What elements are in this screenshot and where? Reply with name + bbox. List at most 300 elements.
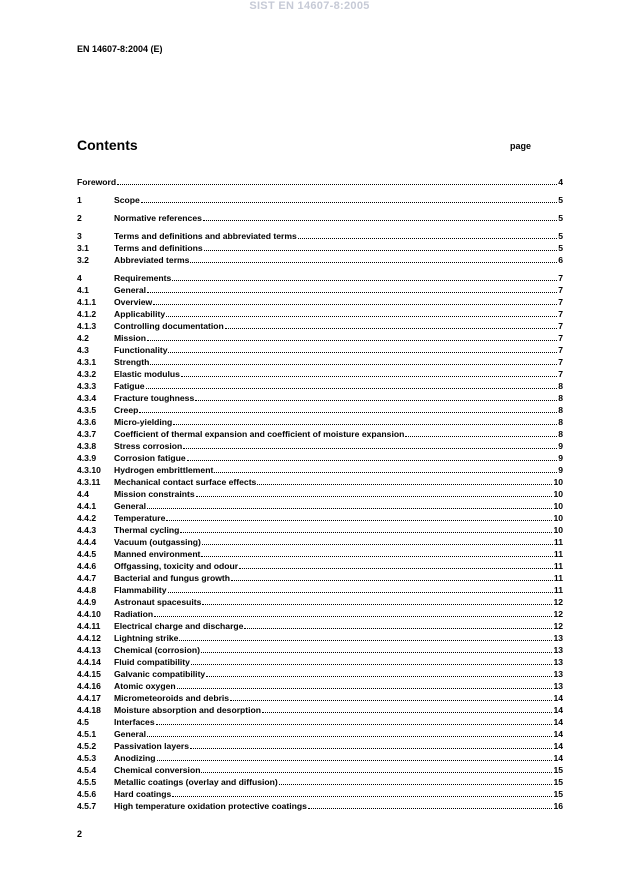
toc-dot-leader bbox=[202, 596, 552, 605]
toc-dot-leader bbox=[156, 716, 553, 725]
watermark: SIST EN 14607-8:2005 bbox=[249, 0, 370, 12]
toc-entry-title[interactable]: General bbox=[114, 729, 147, 739]
toc-dot-leader bbox=[206, 668, 552, 677]
toc-entry-title[interactable]: Manned environment bbox=[114, 549, 201, 559]
toc-entry-page: 11 bbox=[553, 537, 563, 547]
toc-entry[interactable] bbox=[77, 440, 563, 452]
toc-entry-number: 4.4.4 bbox=[77, 537, 97, 547]
toc-entry-body bbox=[114, 740, 563, 752]
toc-dot-leader bbox=[181, 368, 557, 377]
toc-entry[interactable] bbox=[77, 716, 563, 728]
toc-dot-leader bbox=[168, 584, 553, 593]
toc-entry[interactable] bbox=[77, 656, 563, 668]
toc-entry-number: 3 bbox=[77, 231, 82, 241]
toc-entry-title[interactable]: Applicability bbox=[114, 309, 166, 319]
toc-entry[interactable] bbox=[77, 536, 563, 548]
toc-entry-number: 4.3.1 bbox=[77, 357, 97, 367]
toc-entry[interactable] bbox=[77, 212, 563, 224]
toc-entry-title[interactable]: Requirements bbox=[114, 273, 172, 283]
toc-entry-page: 5 bbox=[558, 195, 563, 205]
toc-entry-number: 4.4.5 bbox=[77, 549, 97, 559]
toc-entry-page: 8 bbox=[558, 417, 563, 427]
toc-entry-body bbox=[114, 272, 563, 284]
toc-entry-page: 13 bbox=[553, 633, 563, 643]
toc-entry-number: 1 bbox=[77, 195, 82, 205]
toc-entry-body bbox=[114, 764, 563, 776]
toc-dot-leader bbox=[139, 404, 557, 413]
toc-entry[interactable] bbox=[77, 608, 563, 620]
toc-entry-body bbox=[114, 356, 563, 368]
toc-entry-body bbox=[114, 716, 563, 728]
toc-entry-number: 4.4.9 bbox=[77, 597, 97, 607]
toc-entry[interactable] bbox=[77, 764, 563, 776]
toc-dot-leader bbox=[279, 776, 553, 785]
toc-entry-title[interactable]: Atomic oxygen bbox=[114, 681, 176, 691]
toc-entry-number: 4.4.6 bbox=[77, 561, 97, 571]
toc-entry-page: 14 bbox=[553, 729, 563, 739]
toc-entry[interactable] bbox=[77, 332, 563, 344]
toc-entry-number: 4.1.1 bbox=[77, 297, 97, 307]
toc-entry-page: 9 bbox=[558, 465, 563, 475]
toc-entry-body bbox=[114, 524, 563, 536]
toc-entry-body bbox=[114, 254, 563, 266]
toc-entry-title[interactable]: Scope bbox=[114, 195, 140, 205]
toc-entry-page: 7 bbox=[558, 357, 563, 367]
toc-entry-page: 5 bbox=[558, 243, 563, 253]
toc-dot-leader bbox=[239, 560, 553, 569]
toc-dot-leader bbox=[190, 740, 552, 749]
toc-dot-leader bbox=[166, 308, 557, 317]
toc-entry-page: 11 bbox=[553, 585, 563, 595]
toc-entry-page: 8 bbox=[558, 405, 563, 415]
toc-entry-number: 3.2 bbox=[77, 255, 89, 265]
toc-dot-leader bbox=[168, 344, 557, 353]
document-id: EN 14607-8:2004 (E) bbox=[77, 44, 163, 54]
toc-entry-body bbox=[114, 194, 563, 206]
toc-entry-body bbox=[114, 428, 563, 440]
toc-entry-number: 4.3.4 bbox=[77, 393, 97, 403]
toc-entry[interactable] bbox=[77, 368, 563, 380]
table-of-contents bbox=[77, 176, 563, 812]
toc-entry-number: 4.5.7 bbox=[77, 801, 97, 811]
toc-entry-number: 4.5.3 bbox=[77, 753, 97, 763]
toc-entry[interactable] bbox=[77, 680, 563, 692]
toc-entry-page: 6 bbox=[558, 255, 563, 265]
toc-dot-leader bbox=[298, 230, 557, 239]
toc-entry-page: 7 bbox=[558, 273, 563, 283]
toc-dot-leader bbox=[166, 512, 552, 521]
toc-entry-body bbox=[114, 788, 563, 800]
toc-entry-page: 11 bbox=[553, 573, 563, 583]
toc-dot-leader bbox=[201, 644, 552, 653]
toc-dot-leader bbox=[191, 656, 553, 665]
toc-dot-leader bbox=[203, 212, 557, 221]
toc-entry-body bbox=[114, 404, 563, 416]
toc-entry-number: 4.4.11 bbox=[77, 621, 101, 631]
toc-dot-leader bbox=[180, 524, 552, 533]
toc-entry-body bbox=[114, 704, 563, 716]
toc-entry[interactable] bbox=[77, 584, 563, 596]
toc-entry-title[interactable]: Foreword bbox=[77, 177, 117, 187]
toc-entry-page: 7 bbox=[558, 321, 563, 331]
toc-dot-leader bbox=[204, 242, 558, 251]
toc-entry-page: 5 bbox=[558, 213, 563, 223]
toc-entry-number: 4.4.8 bbox=[77, 585, 97, 595]
toc-entry-title[interactable]: Normative references bbox=[114, 213, 202, 223]
toc-entry-title[interactable]: Functionality bbox=[114, 345, 168, 355]
toc-entry-title[interactable]: General bbox=[114, 501, 147, 511]
toc-entry-body bbox=[114, 296, 563, 308]
toc-entry-page: 7 bbox=[558, 345, 563, 355]
toc-entry-body bbox=[114, 800, 563, 812]
toc-entry-number: 4.5.4 bbox=[77, 765, 97, 775]
toc-entry-title[interactable]: Metallic coatings (overlay and diffusion) bbox=[114, 777, 278, 787]
toc-dot-leader bbox=[230, 692, 552, 701]
toc-entry-page: 7 bbox=[558, 285, 563, 295]
toc-entry-title[interactable]: Temperature bbox=[114, 513, 166, 523]
toc-entry-body bbox=[114, 752, 563, 764]
toc-entry-title[interactable]: Hydrogen embrittlement bbox=[114, 465, 214, 475]
toc-entry-title[interactable]: Fracture toughness bbox=[114, 393, 195, 403]
toc-entry-body bbox=[114, 608, 563, 620]
toc-entry-title[interactable]: Moisture absorption and desorption bbox=[114, 705, 262, 715]
toc-entry-page: 14 bbox=[553, 693, 563, 703]
toc-entry-title[interactable]: Fatigue bbox=[114, 381, 145, 391]
toc-dot-leader bbox=[183, 440, 557, 449]
toc-entry-page: 14 bbox=[553, 741, 563, 751]
toc-entry-number: 3.1 bbox=[77, 243, 89, 253]
toc-entry-title[interactable]: Controlling documentation bbox=[114, 321, 224, 331]
toc-entry-body bbox=[114, 584, 563, 596]
toc-entry[interactable] bbox=[77, 464, 563, 476]
toc-entry-number: 4.4.1 bbox=[77, 501, 97, 511]
toc-entry-title[interactable]: Mission constraints bbox=[114, 489, 195, 499]
toc-entry-page: 9 bbox=[558, 453, 563, 463]
toc-entry-body bbox=[114, 332, 563, 344]
toc-entry-page: 5 bbox=[558, 231, 563, 241]
toc-entry-title[interactable]: Hard coatings bbox=[114, 789, 172, 799]
toc-dot-leader bbox=[196, 488, 553, 497]
toc-dot-leader bbox=[405, 428, 557, 437]
toc-entry-number: 2 bbox=[77, 213, 82, 223]
toc-entry[interactable] bbox=[77, 476, 563, 488]
toc-entry-title[interactable]: Electrical charge and discharge bbox=[114, 621, 244, 631]
toc-entry[interactable] bbox=[77, 572, 563, 584]
toc-entry[interactable] bbox=[77, 308, 563, 320]
toc-entry[interactable] bbox=[77, 296, 563, 308]
toc-entry[interactable] bbox=[77, 728, 563, 740]
toc-entry-body bbox=[114, 308, 563, 320]
toc-entry-number: 4.4.18 bbox=[77, 705, 101, 715]
toc-entry-page: 14 bbox=[553, 753, 563, 763]
toc-entry-number: 4.4.10 bbox=[77, 609, 101, 619]
toc-entry-number: 4 bbox=[77, 273, 82, 283]
toc-entry-number: 4.5.6 bbox=[77, 789, 97, 799]
toc-entry[interactable] bbox=[77, 524, 563, 536]
toc-entry-title[interactable]: Creep bbox=[114, 405, 139, 415]
toc-entry[interactable] bbox=[77, 548, 563, 560]
toc-entry-body bbox=[114, 632, 563, 644]
toc-entry[interactable] bbox=[77, 416, 563, 428]
toc-entry-title[interactable]: Vacuum (outgassing) bbox=[114, 537, 201, 547]
toc-entry-number: 4.4.15 bbox=[77, 669, 101, 679]
toc-entry-number: 4.4.16 bbox=[77, 681, 101, 691]
toc-entry-page: 12 bbox=[553, 609, 563, 619]
toc-entry-page: 10 bbox=[553, 501, 563, 511]
toc-entry-body bbox=[114, 230, 563, 242]
toc-entry-body bbox=[114, 512, 563, 524]
toc-entry-number: 4.3.9 bbox=[77, 453, 97, 463]
toc-entry-number: 4.3 bbox=[77, 345, 89, 355]
toc-entry-title[interactable]: Passivation layers bbox=[114, 741, 190, 751]
toc-entry-title[interactable]: Terms and definitions bbox=[114, 243, 203, 253]
toc-entry-title[interactable]: High temperature oxidation protective coatings bbox=[114, 801, 307, 811]
toc-entry-title[interactable]: Overview bbox=[114, 297, 153, 307]
toc-entry-number: 4.5.1 bbox=[77, 729, 97, 739]
toc-entry-body bbox=[114, 488, 563, 500]
toc-entry[interactable] bbox=[77, 380, 563, 392]
toc-entry-body bbox=[114, 452, 563, 464]
toc-dot-leader bbox=[262, 704, 552, 713]
toc-entry[interactable] bbox=[77, 230, 563, 242]
toc-entry-body bbox=[114, 644, 563, 656]
toc-entry-number: 4.3.11 bbox=[77, 477, 101, 487]
toc-entry[interactable] bbox=[77, 272, 563, 284]
toc-entry-number: 4.4.13 bbox=[77, 645, 101, 655]
toc-dot-leader bbox=[187, 452, 558, 461]
toc-entry-body bbox=[114, 572, 563, 584]
toc-entry-page: 10 bbox=[553, 489, 563, 499]
toc-entry-body bbox=[114, 668, 563, 680]
toc-entry[interactable] bbox=[77, 740, 563, 752]
toc-dot-leader bbox=[153, 296, 557, 305]
toc-entry-title[interactable]: General bbox=[114, 285, 147, 295]
toc-entry-page: 13 bbox=[553, 669, 563, 679]
toc-entry-page: 7 bbox=[558, 333, 563, 343]
toc-entry-body bbox=[114, 656, 563, 668]
toc-entry[interactable] bbox=[77, 392, 563, 404]
toc-entry-title[interactable]: Stress corrosion bbox=[114, 441, 183, 451]
toc-entry-page: 7 bbox=[558, 369, 563, 379]
toc-dot-leader bbox=[147, 500, 552, 509]
toc-entry-title[interactable]: Elastic modulus bbox=[114, 369, 180, 379]
toc-entry-title[interactable]: Fluid compatibility bbox=[114, 657, 190, 667]
toc-entry-title[interactable]: Terms and definitions and abbreviated terms bbox=[114, 231, 297, 241]
toc-entry-title[interactable]: Thermal cycling bbox=[114, 525, 180, 535]
toc-entry-number: 4.1.2 bbox=[77, 309, 97, 319]
toc-entry-page: 15 bbox=[553, 789, 563, 799]
toc-entry-body bbox=[114, 368, 563, 380]
toc-entry[interactable] bbox=[77, 452, 563, 464]
toc-entry-title[interactable]: Bacterial and fungus growth bbox=[114, 573, 231, 583]
toc-entry[interactable] bbox=[77, 620, 563, 632]
toc-dot-leader bbox=[179, 632, 552, 641]
toc-entry[interactable] bbox=[77, 254, 563, 266]
toc-dot-leader bbox=[157, 752, 553, 761]
toc-entry-title[interactable]: Lightning strike bbox=[114, 633, 179, 643]
toc-dot-leader bbox=[147, 284, 557, 293]
toc-entry-body bbox=[114, 680, 563, 692]
toc-entry-body bbox=[114, 536, 563, 548]
toc-entry-title[interactable]: Anodizing bbox=[114, 753, 156, 763]
toc-entry-number: 4.1 bbox=[77, 285, 89, 295]
toc-dot-leader bbox=[190, 254, 557, 263]
toc-entry-title[interactable]: Radiation bbox=[114, 609, 154, 619]
toc-entry-title[interactable]: Interfaces bbox=[114, 717, 155, 727]
toc-entry-title[interactable]: Mechanical contact surface effects bbox=[114, 477, 257, 487]
footer-page-number: 2 bbox=[77, 829, 83, 839]
toc-entry[interactable] bbox=[77, 176, 563, 188]
toc-entry-page: 13 bbox=[553, 645, 563, 655]
toc-entry[interactable] bbox=[77, 344, 563, 356]
toc-entry-title[interactable]: Micro-yielding bbox=[114, 417, 173, 427]
toc-entry-body bbox=[114, 380, 563, 392]
toc-dot-leader bbox=[308, 800, 553, 809]
toc-dot-leader bbox=[225, 320, 557, 329]
toc-dot-leader bbox=[195, 392, 557, 401]
toc-entry-body bbox=[114, 284, 563, 296]
toc-entry-page: 15 bbox=[553, 765, 563, 775]
toc-entry-number: 4.5.5 bbox=[77, 777, 97, 787]
toc-entry-page: 13 bbox=[553, 657, 563, 667]
toc-entry[interactable] bbox=[77, 752, 563, 764]
toc-entry[interactable] bbox=[77, 242, 563, 254]
toc-dot-leader bbox=[214, 464, 557, 473]
toc-entry-number: 4.3.8 bbox=[77, 441, 97, 451]
toc-entry-body bbox=[114, 440, 563, 452]
toc-entry[interactable] bbox=[77, 488, 563, 500]
toc-entry-number: 4.4.12 bbox=[77, 633, 101, 643]
toc-entry[interactable] bbox=[77, 320, 563, 332]
toc-dot-leader bbox=[177, 680, 553, 689]
toc-entry-page: 8 bbox=[558, 393, 563, 403]
toc-dot-leader bbox=[150, 356, 557, 365]
toc-entry-page: 11 bbox=[553, 561, 563, 571]
toc-entry-page: 8 bbox=[558, 381, 563, 391]
toc-entry[interactable] bbox=[77, 704, 563, 716]
toc-entry-body bbox=[114, 620, 563, 632]
toc-entry-body bbox=[114, 728, 563, 740]
toc-entry-body bbox=[114, 212, 563, 224]
toc-entry-title[interactable]: Offgassing, toxicity and odour bbox=[114, 561, 239, 571]
toc-entry-page: 10 bbox=[553, 477, 563, 487]
toc-entry-number: 4.3.10 bbox=[77, 465, 101, 475]
toc-entry[interactable] bbox=[77, 500, 563, 512]
toc-entry[interactable] bbox=[77, 560, 563, 572]
toc-entry-number: 4.3.2 bbox=[77, 369, 97, 379]
toc-entry-number: 4.2 bbox=[77, 333, 89, 343]
toc-entry-body bbox=[114, 596, 563, 608]
toc-entry-title[interactable]: Coefficient of thermal expansion and coefficient of moisture expansion bbox=[114, 429, 405, 439]
contents-heading: Contents bbox=[77, 137, 138, 153]
toc-entry-page: 15 bbox=[553, 777, 563, 787]
toc-entry[interactable] bbox=[77, 632, 563, 644]
toc-entry-title[interactable]: Abbreviated terms bbox=[114, 255, 190, 265]
toc-dot-leader bbox=[201, 548, 552, 557]
toc-entry-title[interactable]: Mission bbox=[114, 333, 146, 343]
toc-entry[interactable] bbox=[77, 776, 563, 788]
toc-dot-leader bbox=[201, 764, 552, 773]
toc-entry[interactable] bbox=[77, 284, 563, 296]
toc-entry-title[interactable]: Micrometeoroids and debris bbox=[114, 693, 230, 703]
toc-entry[interactable] bbox=[77, 692, 563, 704]
toc-entry-body bbox=[114, 692, 563, 704]
toc-dot-leader bbox=[117, 176, 557, 185]
toc-entry[interactable] bbox=[77, 404, 563, 416]
toc-entry-page: 13 bbox=[553, 681, 563, 691]
toc-dot-leader bbox=[202, 536, 553, 545]
toc-entry-title[interactable]: Astronaut spacesuits bbox=[114, 597, 202, 607]
toc-dot-leader bbox=[173, 416, 557, 425]
toc-entry-number: 4.5 bbox=[77, 717, 89, 727]
toc-dot-leader bbox=[172, 788, 552, 797]
toc-entry[interactable] bbox=[77, 668, 563, 680]
toc-entry-title[interactable]: Chemical conversion bbox=[114, 765, 201, 775]
toc-entry-number: 4.3.6 bbox=[77, 417, 97, 427]
toc-entry-page: 14 bbox=[553, 705, 563, 715]
toc-dot-leader bbox=[141, 194, 557, 203]
toc-entry-page: 11 bbox=[553, 549, 563, 559]
toc-entry-body bbox=[114, 416, 563, 428]
toc-entry[interactable] bbox=[77, 596, 563, 608]
toc-entry-number: 4.3.5 bbox=[77, 405, 97, 415]
toc-entry-number: 4.4 bbox=[77, 489, 89, 499]
toc-dot-leader bbox=[244, 620, 552, 629]
toc-entry-page: 16 bbox=[553, 801, 563, 811]
toc-entry-number: 4.4.2 bbox=[77, 513, 97, 523]
toc-entry-body bbox=[114, 776, 563, 788]
toc-entry-number: 4.4.14 bbox=[77, 657, 101, 667]
toc-entry-body bbox=[114, 500, 563, 512]
toc-entry[interactable] bbox=[77, 428, 563, 440]
toc-entry-page: 8 bbox=[558, 429, 563, 439]
toc-entry[interactable] bbox=[77, 800, 563, 812]
toc-dot-leader bbox=[231, 572, 553, 581]
toc-entry-page: 9 bbox=[558, 441, 563, 451]
toc-entry-page: 7 bbox=[558, 297, 563, 307]
toc-entry-number: 4.4.17 bbox=[77, 693, 101, 703]
toc-entry-title[interactable]: Chemical (corrosion) bbox=[114, 645, 200, 655]
toc-entry-title[interactable]: Strength bbox=[114, 357, 150, 367]
toc-entry-page: 7 bbox=[558, 309, 563, 319]
toc-entry-body bbox=[114, 476, 563, 488]
toc-dot-leader bbox=[147, 332, 557, 341]
toc-entry-number: 4.3.3 bbox=[77, 381, 97, 391]
toc-entry[interactable] bbox=[77, 788, 563, 800]
page-column-label: page bbox=[510, 141, 532, 151]
toc-entry[interactable] bbox=[77, 512, 563, 524]
toc-entry-title[interactable]: Galvanic compatibility bbox=[114, 669, 206, 679]
toc-entry[interactable] bbox=[77, 356, 563, 368]
toc-entry-page: 12 bbox=[553, 597, 563, 607]
toc-entry-body bbox=[114, 320, 563, 332]
toc-entry-number: 4.1.3 bbox=[77, 321, 97, 331]
toc-entry-page: 10 bbox=[553, 513, 563, 523]
toc-entry[interactable] bbox=[77, 194, 563, 206]
toc-dot-leader bbox=[172, 272, 557, 281]
toc-entry[interactable] bbox=[77, 644, 563, 656]
toc-entry-number: 4.3.7 bbox=[77, 429, 97, 439]
toc-entry-body bbox=[114, 548, 563, 560]
toc-entry-page: 10 bbox=[553, 525, 563, 535]
toc-entry-body bbox=[77, 176, 563, 188]
toc-entry-title[interactable]: Flammability bbox=[114, 585, 167, 595]
toc-entry-number: 4.4.3 bbox=[77, 525, 97, 535]
toc-entry-number: 4.4.7 bbox=[77, 573, 97, 583]
toc-entry-title[interactable]: Corrosion fatigue bbox=[114, 453, 186, 463]
toc-entry-body bbox=[114, 464, 563, 476]
toc-dot-leader bbox=[147, 728, 552, 737]
